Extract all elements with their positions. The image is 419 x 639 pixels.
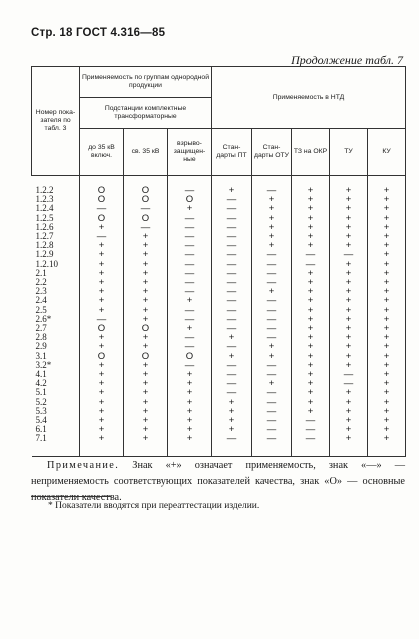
applicability-mark: + xyxy=(124,306,168,315)
table-continuation-caption: Продолжение табл. 7 xyxy=(291,53,403,67)
applicability-mark: — xyxy=(252,398,292,407)
applicability-mark: + xyxy=(368,315,406,324)
applicability-mark: + xyxy=(292,195,330,204)
applicability-mark: + xyxy=(80,398,124,407)
applicability-mark: + xyxy=(292,241,330,250)
applicability-mark: + xyxy=(292,388,330,397)
row-number: 1.2.8 xyxy=(32,241,80,250)
applicability-mark: — xyxy=(212,278,252,287)
applicability-mark: + xyxy=(368,324,406,333)
col-header-product-groups: Применяемость по группам однородной продукции xyxy=(80,67,212,98)
applicability-mark: + xyxy=(212,352,252,361)
applicability-mark: — xyxy=(212,250,252,259)
applicability-mark: + xyxy=(330,269,368,278)
applicability-mark: — xyxy=(168,361,212,370)
applicability-mark: + xyxy=(292,223,330,232)
row-number: 3.1 xyxy=(32,352,80,361)
applicability-mark: — xyxy=(252,296,292,305)
applicability-mark: + xyxy=(292,306,330,315)
applicability-mark: — xyxy=(212,342,252,351)
applicability-mark: + xyxy=(292,287,330,296)
applicability-mark: + xyxy=(292,361,330,370)
applicability-mark: + xyxy=(368,278,406,287)
applicability-mark: + xyxy=(80,434,124,456)
applicability-mark: + xyxy=(80,306,124,315)
row-number: 5.4 xyxy=(32,416,80,425)
applicability-mark: + xyxy=(368,269,406,278)
applicability-mark: — xyxy=(212,315,252,324)
applicability-mark: — xyxy=(252,425,292,434)
applicability-mark: — xyxy=(252,407,292,416)
applicability-mark: + xyxy=(292,398,330,407)
applicability-mark: + xyxy=(124,315,168,324)
applicability-mark: + xyxy=(124,407,168,416)
applicability-mark: + xyxy=(80,287,124,296)
applicability-mark: — xyxy=(330,379,368,388)
applicability-mark: + xyxy=(124,434,168,456)
col-header-explosion-proof: взрыво-защищен-ные xyxy=(168,129,212,176)
note-label: Примечание. xyxy=(47,460,120,471)
applicability-mark: + xyxy=(330,324,368,333)
applicability-mark: — xyxy=(168,306,212,315)
applicability-mark: + xyxy=(252,352,292,361)
applicability-mark: — xyxy=(330,250,368,259)
row-number: 5.2 xyxy=(32,398,80,407)
table-row xyxy=(32,434,406,456)
applicability-mark: + xyxy=(124,361,168,370)
applicability-mark: O xyxy=(80,214,124,223)
applicability-mark: + xyxy=(80,241,124,250)
applicability-mark: + xyxy=(252,195,292,204)
applicability-mark: O xyxy=(168,352,212,361)
applicability-mark: + xyxy=(168,324,212,333)
row-number: 2.8 xyxy=(32,333,80,342)
applicability-mark: — xyxy=(168,269,212,278)
applicability-mark: + xyxy=(368,416,406,425)
applicability-mark: + xyxy=(330,434,368,456)
applicability-mark: — xyxy=(168,241,212,250)
applicability-mark: — xyxy=(252,361,292,370)
footnote-rule xyxy=(31,496,111,497)
applicability-mark: — xyxy=(252,250,292,259)
col-header-ku: КУ xyxy=(368,129,406,176)
applicability-table xyxy=(31,66,406,457)
applicability-mark: — xyxy=(80,315,124,324)
applicability-mark: + xyxy=(212,176,252,196)
applicability-mark: + xyxy=(368,287,406,296)
applicability-mark: + xyxy=(368,333,406,342)
applicability-mark: O xyxy=(124,195,168,204)
applicability-mark: + xyxy=(80,269,124,278)
row-number: 2.6* xyxy=(32,315,80,324)
applicability-mark: — xyxy=(124,223,168,232)
applicability-mark: — xyxy=(168,214,212,223)
applicability-mark: + xyxy=(292,324,330,333)
applicability-mark: — xyxy=(212,296,252,305)
applicability-mark: + xyxy=(168,296,212,305)
row-number: 2.3 xyxy=(32,287,80,296)
row-number: 4.2 xyxy=(32,379,80,388)
applicability-mark: + xyxy=(80,370,124,379)
applicability-mark: + xyxy=(368,260,406,269)
applicability-mark: — xyxy=(330,370,368,379)
applicability-mark: — xyxy=(168,176,212,196)
note-text: Знак «+» означает применяемость, знак «—» — неприменяемость соответствующих показателей качества, знак «O» — основные показатели качества. xyxy=(31,460,405,503)
col-header-tz-okr: ТЗ на ОКР xyxy=(292,129,330,176)
page-header: Стр. 18 ГОСТ 4.316—85 xyxy=(31,27,166,39)
row-number: 1.2.10 xyxy=(32,260,80,269)
applicability-mark: + xyxy=(330,315,368,324)
applicability-mark: + xyxy=(124,333,168,342)
applicability-mark: — xyxy=(252,370,292,379)
applicability-mark: + xyxy=(252,223,292,232)
applicability-mark: + xyxy=(330,176,368,196)
col-header-substations: Подстанции комплектные трансформаторные xyxy=(80,98,212,129)
row-number: 1.2.4 xyxy=(32,204,80,213)
applicability-mark: + xyxy=(124,278,168,287)
applicability-mark: + xyxy=(368,232,406,241)
applicability-mark: + xyxy=(368,204,406,213)
applicability-mark: + xyxy=(124,379,168,388)
applicability-mark: + xyxy=(292,269,330,278)
applicability-mark: O xyxy=(80,324,124,333)
applicability-mark: — xyxy=(252,315,292,324)
applicability-mark: + xyxy=(368,296,406,305)
applicability-mark: + xyxy=(168,370,212,379)
applicability-mark: — xyxy=(212,195,252,204)
applicability-mark: + xyxy=(330,306,368,315)
applicability-mark: — xyxy=(292,260,330,269)
col-header-indicator-number: Номер пока-зателя по табл. 3 xyxy=(32,67,80,176)
applicability-mark: + xyxy=(292,278,330,287)
applicability-mark: + xyxy=(168,204,212,213)
applicability-mark: + xyxy=(368,195,406,204)
applicability-mark: — xyxy=(252,434,292,456)
applicability-mark: + xyxy=(330,398,368,407)
row-number: 2.4 xyxy=(32,296,80,305)
applicability-mark: + xyxy=(330,425,368,434)
applicability-mark: + xyxy=(330,333,368,342)
footnote: * Показатели вводятся при переаттестации изделии. xyxy=(48,501,260,511)
row-number: 1.2.3 xyxy=(32,195,80,204)
row-number: 5.1 xyxy=(32,388,80,397)
applicability-mark: + xyxy=(330,416,368,425)
applicability-mark: + xyxy=(168,379,212,388)
applicability-mark: — xyxy=(212,379,252,388)
applicability-mark: — xyxy=(252,416,292,425)
col-header-tu: ТУ xyxy=(330,129,368,176)
applicability-mark: + xyxy=(80,260,124,269)
applicability-mark: + xyxy=(80,388,124,397)
row-number: 2.2 xyxy=(32,278,80,287)
applicability-mark: + xyxy=(168,425,212,434)
row-number: 2.7 xyxy=(32,324,80,333)
applicability-mark: + xyxy=(330,361,368,370)
applicability-mark: + xyxy=(368,342,406,351)
applicability-mark: — xyxy=(252,333,292,342)
applicability-mark: + xyxy=(368,398,406,407)
row-number: 1.2.5 xyxy=(32,214,80,223)
applicability-mark: + xyxy=(168,407,212,416)
applicability-mark: — xyxy=(168,232,212,241)
applicability-mark: — xyxy=(212,287,252,296)
row-number: 2.1 xyxy=(32,269,80,278)
applicability-mark: — xyxy=(252,324,292,333)
applicability-mark: + xyxy=(368,306,406,315)
applicability-mark: + xyxy=(368,223,406,232)
applicability-mark: — xyxy=(168,342,212,351)
applicability-mark: + xyxy=(330,204,368,213)
applicability-mark: + xyxy=(124,296,168,305)
applicability-mark: — xyxy=(292,416,330,425)
applicability-mark: + xyxy=(330,260,368,269)
applicability-mark: + xyxy=(368,434,406,456)
applicability-mark: + xyxy=(292,214,330,223)
applicability-mark: — xyxy=(252,260,292,269)
col-header-up-to-35kv: до 35 кВ включ. xyxy=(80,129,124,176)
applicability-mark: + xyxy=(80,379,124,388)
applicability-mark: + xyxy=(252,379,292,388)
applicability-mark: + xyxy=(80,333,124,342)
applicability-mark: + xyxy=(292,315,330,324)
applicability-mark: + xyxy=(292,204,330,213)
applicability-mark: + xyxy=(124,416,168,425)
applicability-mark: — xyxy=(252,388,292,397)
applicability-mark: + xyxy=(252,232,292,241)
applicability-mark: — xyxy=(252,306,292,315)
applicability-mark: + xyxy=(368,352,406,361)
applicability-mark: O xyxy=(124,176,168,196)
table-note xyxy=(31,458,405,506)
applicability-mark: + xyxy=(80,425,124,434)
applicability-mark: + xyxy=(368,250,406,259)
applicability-mark: — xyxy=(168,260,212,269)
applicability-mark: + xyxy=(292,232,330,241)
applicability-mark: + xyxy=(252,214,292,223)
applicability-mark: + xyxy=(330,287,368,296)
row-number: 2.5 xyxy=(32,306,80,315)
applicability-mark: + xyxy=(292,333,330,342)
applicability-mark: + xyxy=(124,241,168,250)
applicability-mark: — xyxy=(168,278,212,287)
applicability-mark: + xyxy=(212,398,252,407)
applicability-mark: + xyxy=(330,232,368,241)
applicability-mark: + xyxy=(292,352,330,361)
col-header-ntd: Применяемость в НТД xyxy=(212,67,406,129)
applicability-mark: + xyxy=(330,407,368,416)
applicability-mark: + xyxy=(368,388,406,397)
applicability-mark: + xyxy=(292,296,330,305)
applicability-mark: + xyxy=(368,361,406,370)
table-row xyxy=(32,176,406,196)
applicability-mark: + xyxy=(368,241,406,250)
applicability-mark: — xyxy=(252,269,292,278)
applicability-mark: — xyxy=(212,232,252,241)
applicability-mark: + xyxy=(124,260,168,269)
applicability-mark: — xyxy=(212,241,252,250)
applicability-mark: — xyxy=(212,434,252,456)
applicability-mark: + xyxy=(292,342,330,351)
applicability-mark: — xyxy=(168,223,212,232)
row-number: 5.3 xyxy=(32,407,80,416)
applicability-mark: + xyxy=(330,388,368,397)
applicability-mark: + xyxy=(124,398,168,407)
row-number: 6.1 xyxy=(32,425,80,434)
applicability-mark: + xyxy=(252,204,292,213)
applicability-mark: — xyxy=(292,434,330,456)
applicability-mark: + xyxy=(292,176,330,196)
applicability-mark: + xyxy=(80,250,124,259)
applicability-mark: + xyxy=(212,425,252,434)
applicability-mark: + xyxy=(168,388,212,397)
applicability-mark: — xyxy=(212,260,252,269)
applicability-mark: + xyxy=(330,195,368,204)
applicability-mark: + xyxy=(124,388,168,397)
applicability-mark: + xyxy=(124,287,168,296)
applicability-mark: O xyxy=(124,352,168,361)
applicability-mark: + xyxy=(80,342,124,351)
applicability-mark: — xyxy=(212,388,252,397)
applicability-mark: + xyxy=(368,425,406,434)
applicability-mark: + xyxy=(368,370,406,379)
applicability-mark: + xyxy=(80,296,124,305)
applicability-mark: — xyxy=(168,333,212,342)
applicability-mark: + xyxy=(168,434,212,456)
applicability-mark: + xyxy=(330,296,368,305)
applicability-mark: — xyxy=(292,250,330,259)
applicability-mark: + xyxy=(212,407,252,416)
applicability-mark: + xyxy=(212,416,252,425)
applicability-mark: + xyxy=(80,416,124,425)
applicability-mark: + xyxy=(292,379,330,388)
applicability-mark: + xyxy=(252,287,292,296)
applicability-mark: O xyxy=(80,176,124,196)
row-number: 1.2.2 xyxy=(32,176,80,196)
applicability-mark: — xyxy=(80,204,124,213)
applicability-mark: + xyxy=(330,278,368,287)
applicability-mark: + xyxy=(292,407,330,416)
applicability-mark: + xyxy=(124,370,168,379)
applicability-mark: — xyxy=(212,361,252,370)
applicability-mark: + xyxy=(80,223,124,232)
col-header-standards-otu: Стан-дарты ОТУ xyxy=(252,129,292,176)
table-body xyxy=(32,176,406,457)
applicability-mark: — xyxy=(212,269,252,278)
applicability-mark: + xyxy=(124,425,168,434)
applicability-mark: O xyxy=(124,214,168,223)
applicability-mark: + xyxy=(80,278,124,287)
applicability-mark: — xyxy=(124,204,168,213)
applicability-mark: + xyxy=(330,342,368,351)
row-number: 1.2.9 xyxy=(32,250,80,259)
applicability-mark: + xyxy=(368,214,406,223)
applicability-mark: — xyxy=(212,223,252,232)
applicability-mark: + xyxy=(168,398,212,407)
applicability-mark: O xyxy=(80,352,124,361)
applicability-mark: + xyxy=(330,214,368,223)
applicability-mark: + xyxy=(330,352,368,361)
applicability-mark: — xyxy=(292,425,330,434)
applicability-mark: — xyxy=(212,306,252,315)
applicability-mark: + xyxy=(330,241,368,250)
applicability-mark: — xyxy=(252,278,292,287)
col-header-standards-pt: Стан-дарты ПТ xyxy=(212,129,252,176)
applicability-mark: + xyxy=(252,241,292,250)
applicability-mark: — xyxy=(252,176,292,196)
applicability-mark: + xyxy=(330,223,368,232)
row-number: 1.2.7 xyxy=(32,232,80,241)
applicability-mark: + xyxy=(368,407,406,416)
applicability-mark: + xyxy=(292,370,330,379)
applicability-mark: + xyxy=(80,407,124,416)
applicability-mark: — xyxy=(212,324,252,333)
row-number: 7.1 xyxy=(32,434,80,456)
row-number: 3.2* xyxy=(32,361,80,370)
applicability-mark: + xyxy=(212,333,252,342)
applicability-mark: — xyxy=(80,232,124,241)
applicability-mark: — xyxy=(168,250,212,259)
applicability-mark: — xyxy=(212,204,252,213)
applicability-mark: + xyxy=(124,232,168,241)
applicability-mark: — xyxy=(212,214,252,223)
applicability-mark: — xyxy=(212,370,252,379)
row-number: 4.1 xyxy=(32,370,80,379)
applicability-mark: O xyxy=(168,195,212,204)
applicability-mark: O xyxy=(124,324,168,333)
applicability-mark: + xyxy=(168,416,212,425)
applicability-mark: + xyxy=(252,342,292,351)
applicability-mark: + xyxy=(124,342,168,351)
row-number: 2.9 xyxy=(32,342,80,351)
applicability-mark: + xyxy=(368,176,406,196)
applicability-mark: + xyxy=(80,361,124,370)
applicability-mark: + xyxy=(368,379,406,388)
applicability-mark: + xyxy=(124,250,168,259)
applicability-mark: — xyxy=(168,287,212,296)
col-header-over-35kv: св. 35 кВ xyxy=(124,129,168,176)
applicability-mark: O xyxy=(80,195,124,204)
applicability-mark: + xyxy=(124,269,168,278)
row-number: 1.2.6 xyxy=(32,223,80,232)
applicability-mark: — xyxy=(168,315,212,324)
